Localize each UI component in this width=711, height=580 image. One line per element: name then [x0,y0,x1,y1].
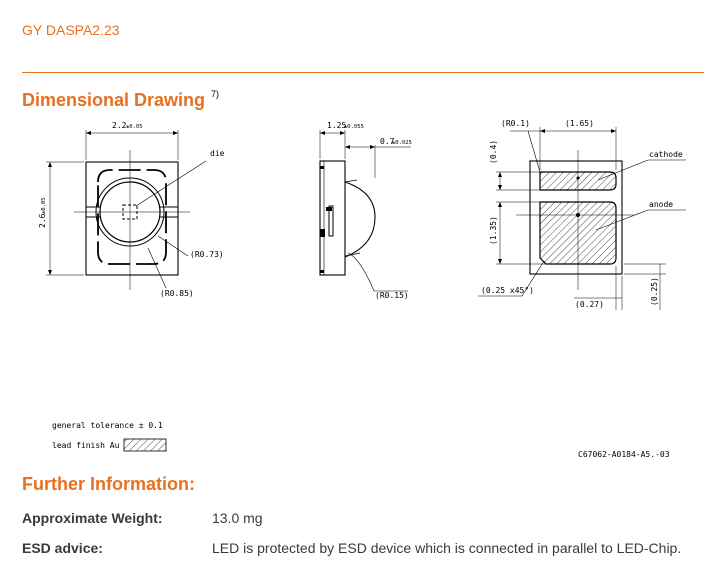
pad-radius-label: (R0.1) [501,119,530,128]
document-id: GY DASPA2.23 [22,22,120,38]
depth-dim-tol: ±0.055 [344,124,364,130]
height-dim-tol: ±0.05 [41,197,47,214]
chamfer-label: (0.25 x45°) [481,286,534,295]
tolerance-note: general tolerance ± 0.1 [52,421,163,430]
gap-y-label: (0.25) [650,277,659,306]
dimensional-drawing-title: Dimensional Drawing [22,90,206,110]
dome-dim-main: 0.7 [380,137,395,146]
esd-label: ESD advice: [22,540,103,556]
front-view [46,130,206,290]
pad-width-label: (1.65) [565,119,594,128]
gap-x-label: (0.27) [575,300,604,309]
drawing-number: C67062-A0184-A5.-03 [578,450,670,459]
depth-dim-main: 1.25 [327,121,347,130]
radius-outer-label: (R0.85) [160,289,194,298]
cathode-height-label: (0.4) [489,139,498,164]
weight-label: Approximate Weight: [22,510,163,526]
dome-dim-tol: ±0.025 [392,140,412,146]
die-label: die [210,149,225,158]
hatch-swatch [124,439,166,451]
radius-inner-label: (R0.73) [190,250,224,259]
weight-value: 13.0 mg [212,510,263,526]
height-dim-main: 2.6 [38,213,47,228]
side-radius-label: (R0.15) [375,291,409,300]
width-dim-main: 2.2 [112,121,127,130]
cathode-label: cathode [649,150,683,159]
esd-value: LED is protected by ESD device which is connected in parallel to LED-Chip. [212,540,682,556]
width-dim-tol: ±0.05 [126,124,143,130]
further-info-title: Further Information: [22,474,195,494]
anode-height-label: (1.35) [489,216,498,245]
front-view-labels [38,121,225,298]
lead-finish-note: lead finish Au [52,441,120,450]
side-view [320,130,411,291]
footnote-marker: 7) [211,89,220,99]
anode-label: anode [649,200,674,209]
side-view-labels [327,121,412,300]
